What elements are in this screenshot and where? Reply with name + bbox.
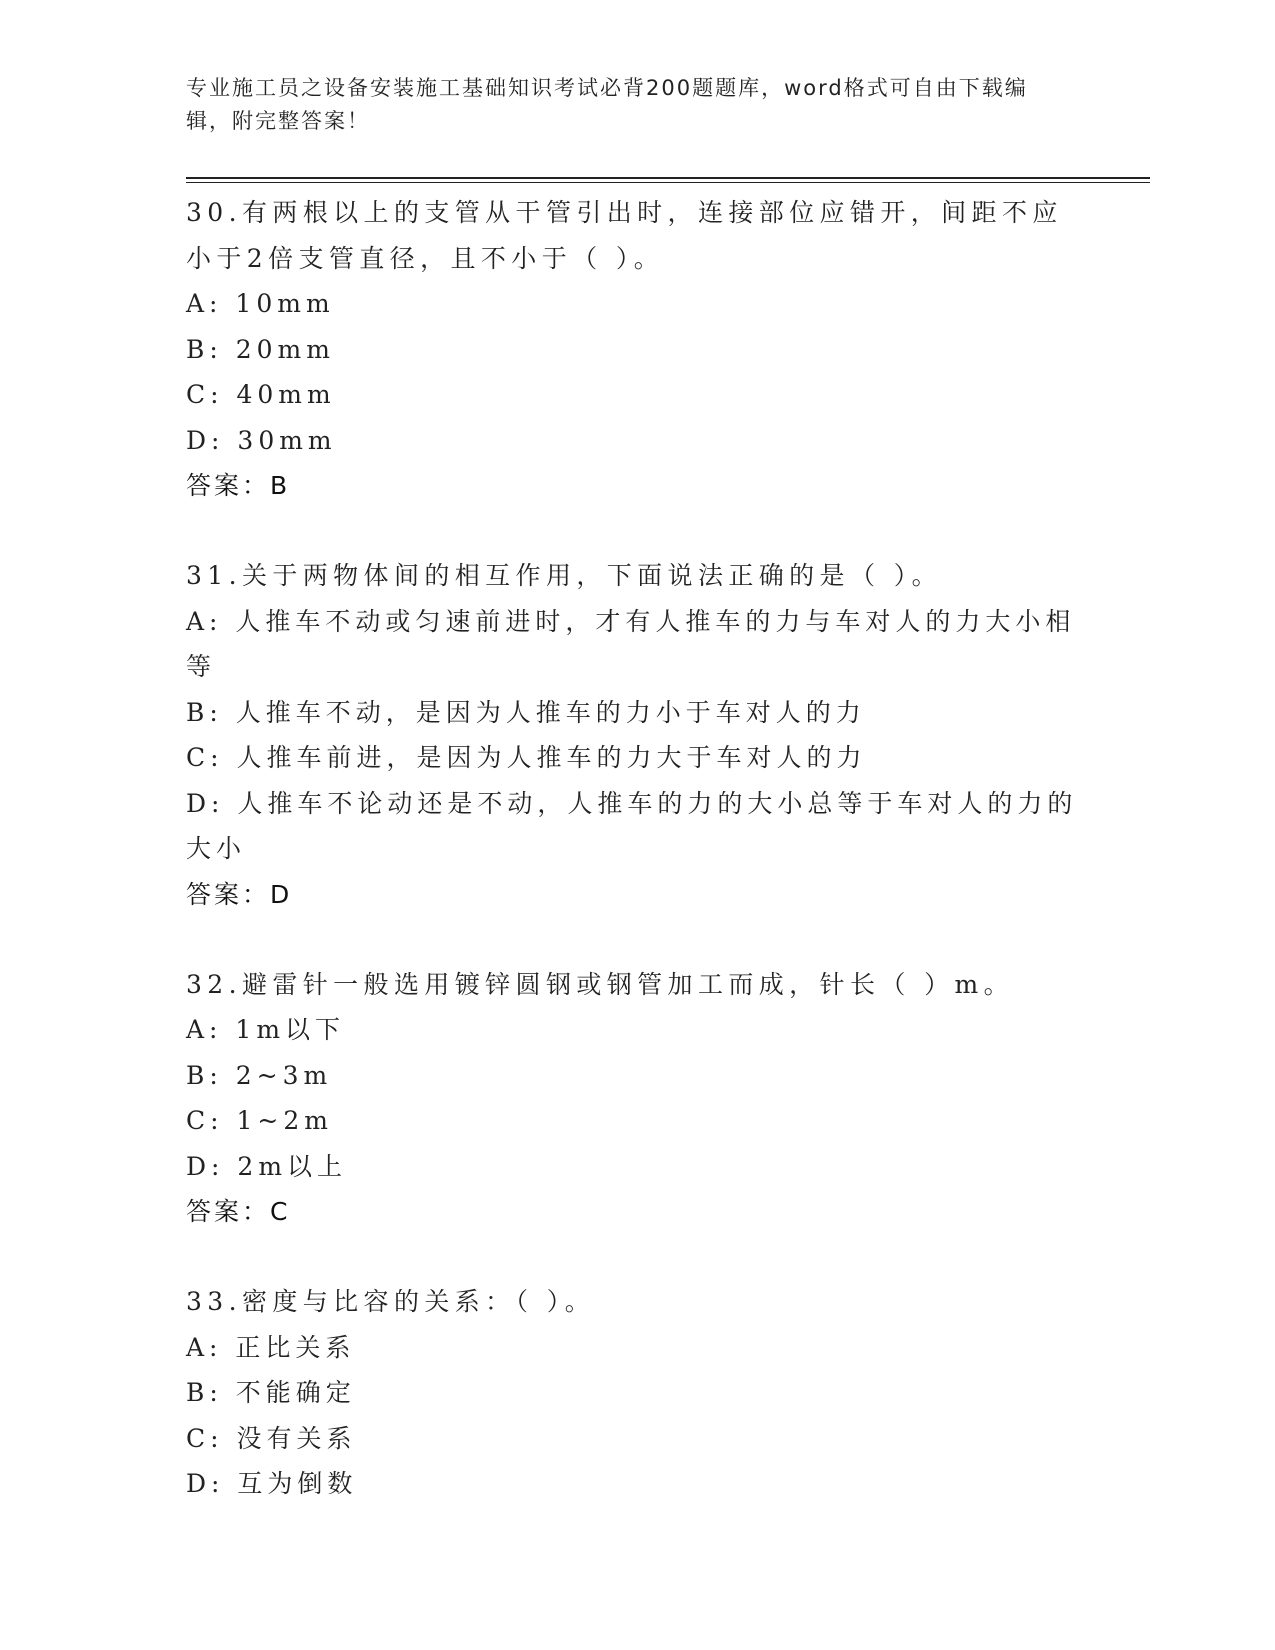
option-d: D: 互为倒数 (186, 1469, 358, 1498)
option-d: D: 30mm (186, 425, 337, 455)
answer-label: 答案：D (186, 879, 293, 909)
question-31 (186, 553, 1086, 917)
question-text: 30.有两根以上的支管从干管引出时，连接部位应错开，间距不应小于2倍支管直径，且不小于（ ）。 (186, 198, 1063, 273)
question-list (186, 190, 1086, 1552)
header-divider-thin (186, 182, 1150, 183)
option-b: B: 2~3m (186, 1060, 333, 1090)
question-text: 31.关于两物体间的相互作用，下面说法正确的是（ ）。 (186, 561, 943, 590)
option-a: A: 10mm (186, 289, 335, 318)
document-header: 专业施工员之设备安装施工基础知识考试必背200题题库，word格式可自由下载编辑，附完整答案！ (186, 76, 1028, 133)
question-30 (186, 190, 1086, 508)
header-divider-thick (186, 177, 1150, 179)
answer-label: 答案：C (186, 1197, 291, 1226)
question-33 (186, 1279, 1086, 1507)
option-c: C: 人推车前进，是因为人推车的力大于车对人的力 (186, 743, 867, 772)
option-a: A: 正比关系 (186, 1332, 356, 1362)
option-d: D: 2m以上 (186, 1151, 348, 1181)
answer-label: 答案：B (186, 471, 291, 500)
option-a: A: 1m以下 (186, 1015, 346, 1044)
option-c: C: 没有关系 (186, 1423, 357, 1453)
option-b: B: 不能确定 (186, 1378, 356, 1407)
question-text: 32.避雷针一般选用镀锌圆钢或钢管加工而成，针长（ ）m。 (186, 969, 1015, 999)
question-32 (186, 962, 1086, 1235)
option-c: C: 1~2m (186, 1106, 333, 1135)
option-b: B: 人推车不动，是因为人推车的力小于车对人的力 (186, 697, 866, 727)
question-text: 33.密度与比容的关系：（ ）。 (186, 1287, 596, 1316)
option-a: A: 人推车不动或匀速前进时，才有人推车的力与车对人的力大小相等 (186, 606, 1076, 681)
option-d: D: 人推车不论动还是不动，人推车的力的大小总等于车对人的力的大小 (186, 788, 1078, 863)
option-b: B: 20mm (186, 334, 335, 364)
option-c: C: 40mm (186, 380, 336, 409)
